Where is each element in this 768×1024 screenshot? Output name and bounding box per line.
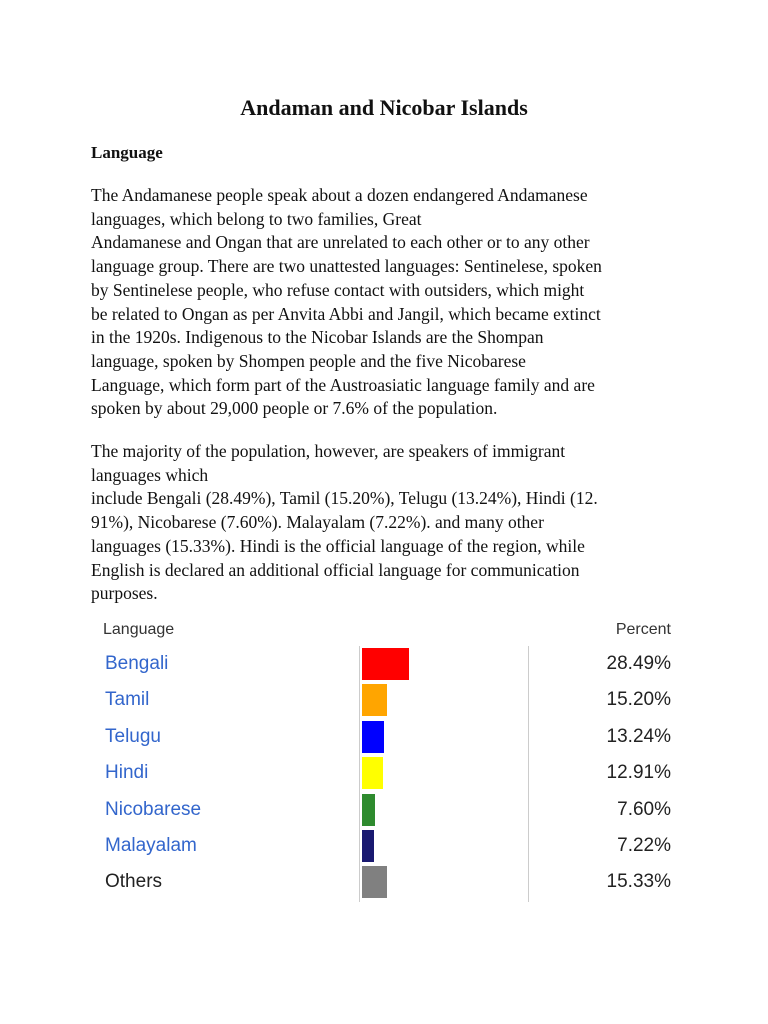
percent-value: 15.33% [606,871,671,893]
percent-bar [362,866,387,898]
section-heading-language: Language [91,143,163,162]
paragraph-line: language, spoken by Shompen people and the five Nicobarese [91,350,526,371]
paragraph-line: languages (15.33%). Hindi is the official language of the region, while [91,535,585,556]
paragraph-line: in the 1920s. Indigenous to the Nicobar Islands are the Shompan [91,327,544,348]
language-link[interactable]: Telugu [105,725,161,747]
language-link[interactable]: Hindi [105,762,149,784]
percent-value: 7.60% [617,798,671,820]
percent-bar [362,648,409,680]
paragraph-line: languages, which belong to two families, Great [91,208,422,229]
column-header-language: Language [103,621,175,638]
paragraph-line: spoken by about 29,000 people or 7.6% of the population. [91,398,498,419]
percent-bar [362,757,383,789]
language-link[interactable]: Malayalam [105,835,197,856]
paragraph-line: The Andamanese people speak about a dozen endangered Andamanese [91,185,588,205]
percent-bar [362,684,387,716]
table-row [91,828,691,864]
paragraph-line: languages which [91,464,209,485]
paragraph-line: include Bengali (28.49%), Tamil (15.20%), Telugu (13.24%), Hindi (12. [91,488,598,509]
table-row [91,646,691,682]
table-row [91,682,691,718]
paragraph-line: purposes. [91,583,158,604]
paragraph-immigrant-languages [91,440,691,606]
paragraph-line: language group. There are two unattested languages: Sentinelese, spoken [91,256,602,277]
paragraph-line: be related to Ongan as per Anvita Abbi and Jangil, which became extinct [91,303,601,324]
column-header-percent: Percent [615,621,671,638]
percent-value: 12.91% [606,762,671,784]
percent-bar [362,830,374,862]
percent-value: 15.20% [606,689,671,711]
paragraph-line: 91%), Nicobarese (7.60%). Malayalam (7.22%). and many other [91,512,544,533]
table-row [91,719,691,755]
table-row [91,792,691,828]
language-percent-table [91,612,691,912]
page-title: Andaman and Nicobar Islands [240,95,528,120]
language-link[interactable]: Bengali [105,653,169,674]
percent-bar [362,794,375,826]
language-link[interactable]: Tamil [105,689,150,711]
paragraph-andamanese-languages [91,184,691,421]
paragraph-line: Andamanese and Ongan that are unrelated to each other or to any other [91,232,590,253]
paragraph-line: English is declared an additional official language for communication [91,559,580,580]
language-link[interactable]: Nicobarese [105,798,202,820]
paragraph-line: by Sentinelese people, who refuse contact with outsiders, which might [91,279,585,300]
language-label: Others [105,871,163,893]
table-row [91,864,691,900]
table-row [91,755,691,791]
paragraph-line: The majority of the population, however, are speakers of immigrant [91,441,566,461]
percent-value: 28.49% [606,653,671,674]
paragraph-line: Language, which form part of the Austroasiatic language family and are [91,374,595,395]
percent-value: 7.22% [617,835,671,856]
percent-value: 13.24% [606,725,671,747]
percent-bar [362,721,384,753]
